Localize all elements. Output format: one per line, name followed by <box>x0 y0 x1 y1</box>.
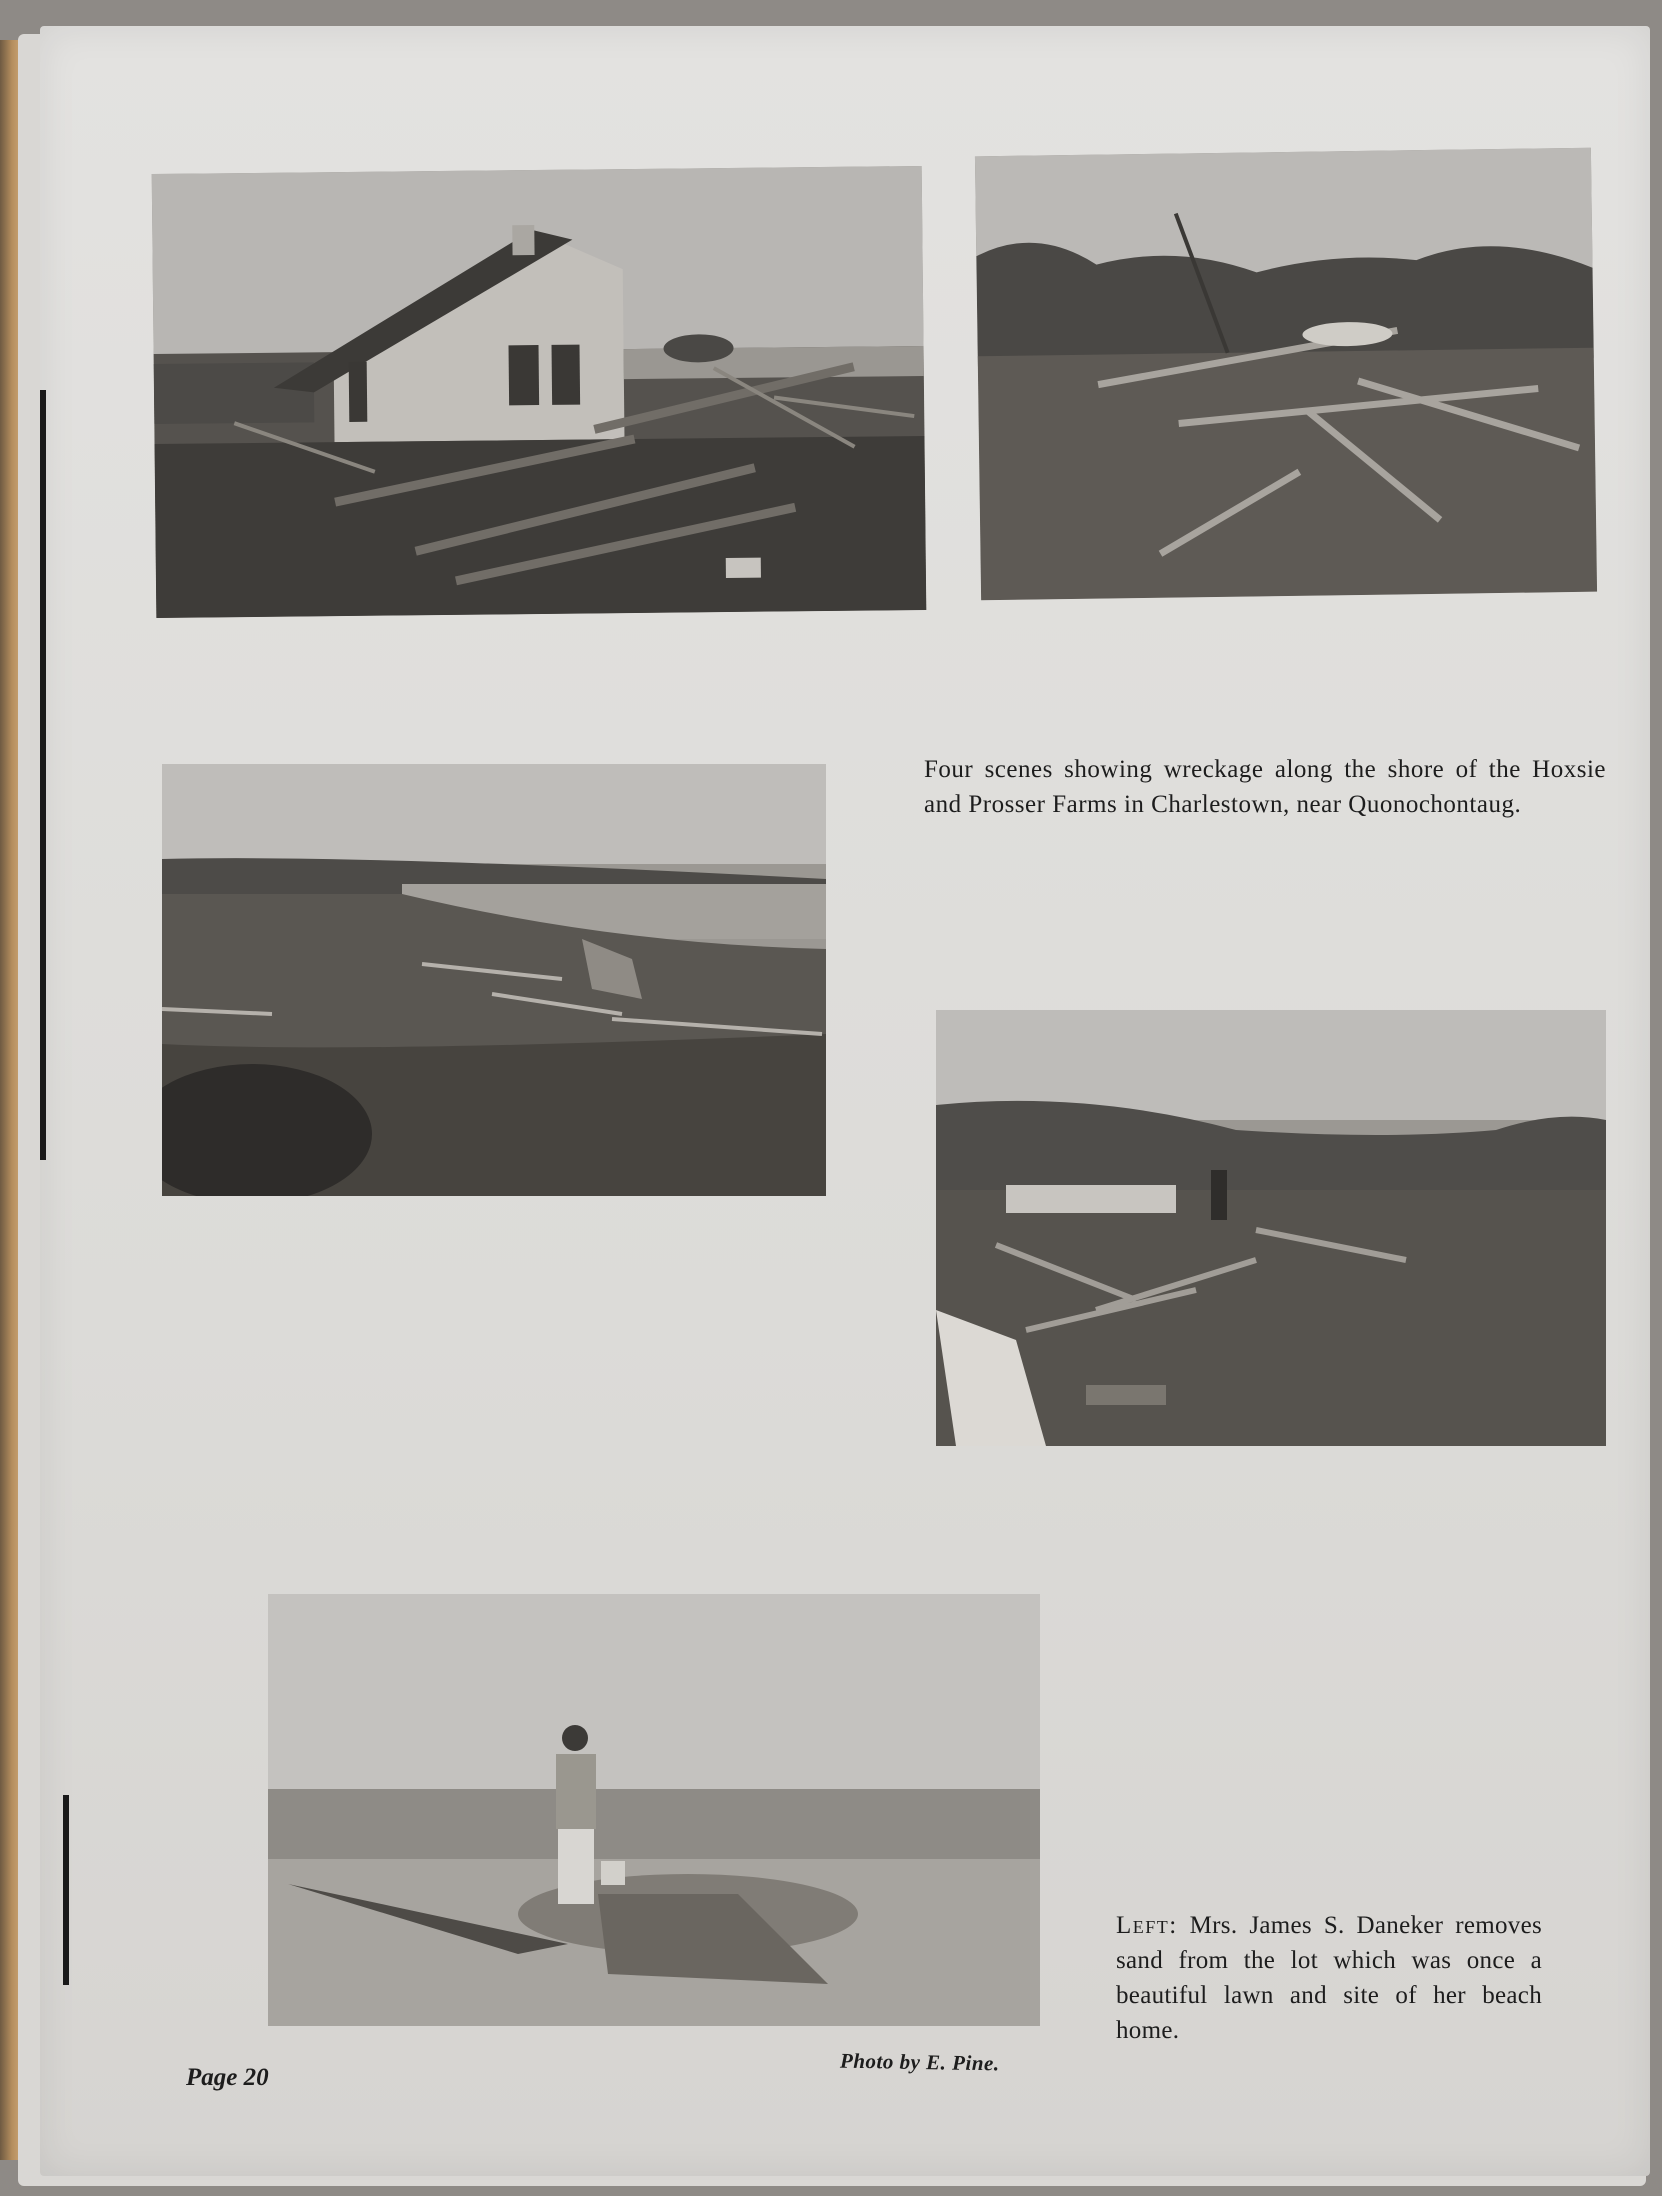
caption-four-scenes: Four scenes showing wreckage along the shore of the Hoxsie and Prosser Farms in Charlestown, near Quonochontaug. <box>924 756 1606 818</box>
edge-bar <box>40 390 46 1160</box>
edge-bar <box>63 1795 69 1985</box>
caption-left <box>1116 1908 1542 2048</box>
caption-left-text: Mrs. James S. Daneker removes sand from the lot which was once a beautiful lawn and site of her beach home. <box>1116 1912 1542 2044</box>
photo-wreckage-field <box>936 1010 1606 1446</box>
photo-credit: Photo by E. Pine. <box>839 2048 1000 2076</box>
photo-damaged-house <box>152 166 927 618</box>
photo-shoreline <box>162 764 826 1196</box>
page-number: Page 20 <box>186 2064 269 2091</box>
photo-beach <box>268 1594 1040 2026</box>
caption-left-lead: Left: <box>1116 1912 1178 1939</box>
photo-debris-pile <box>975 148 1597 601</box>
